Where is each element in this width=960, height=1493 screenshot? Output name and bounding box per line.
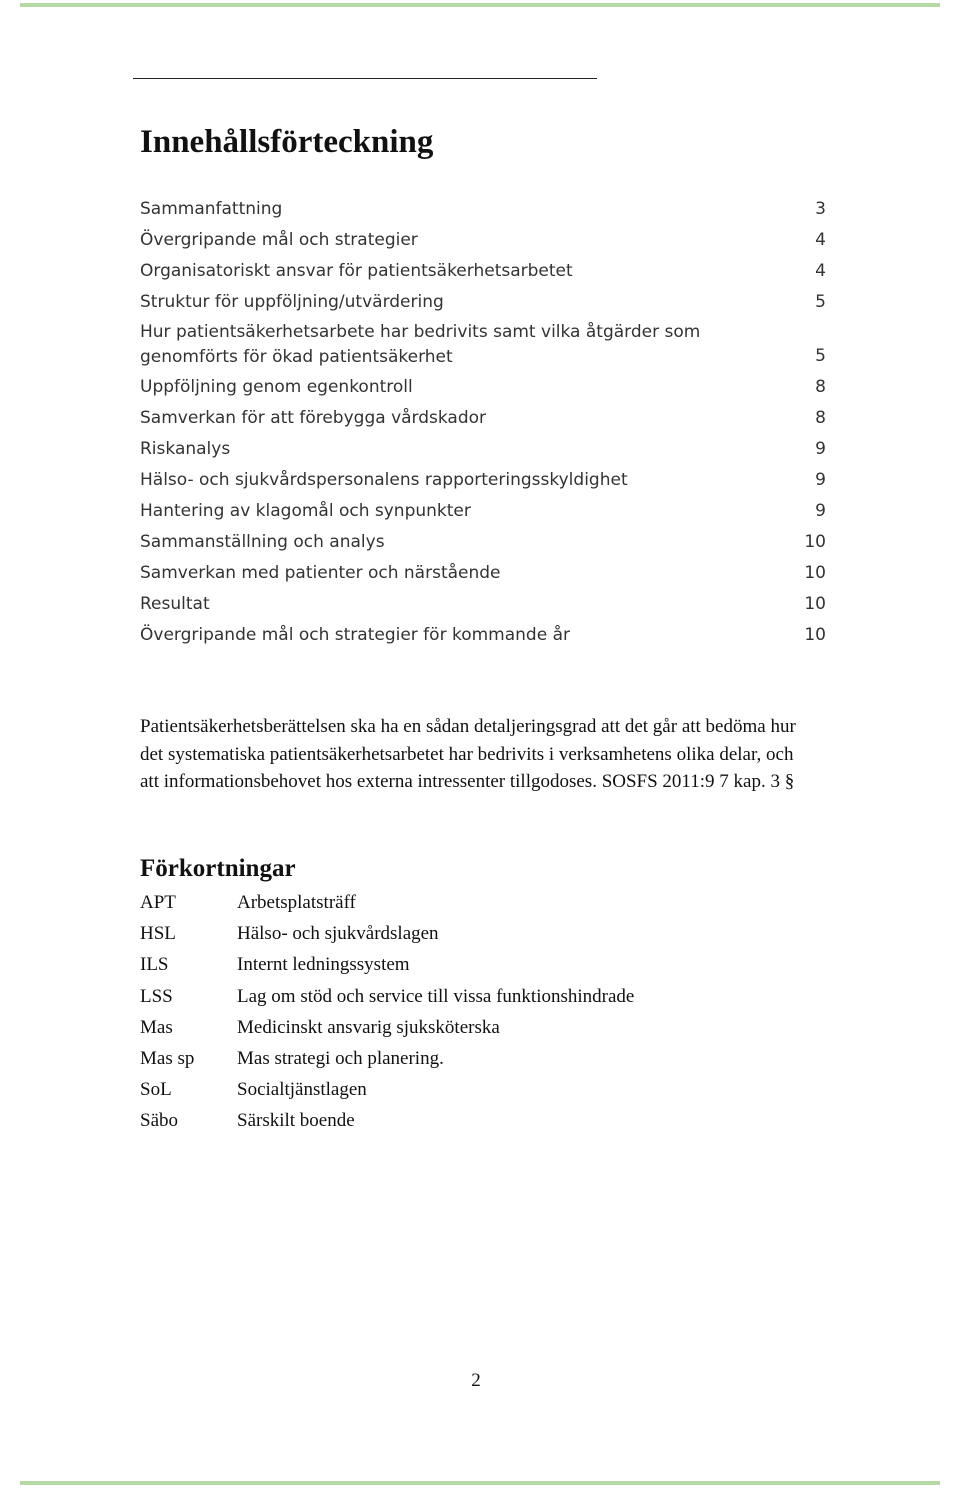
toc-entry-page: 9 — [815, 501, 826, 522]
abbreviation-meaning: Hälso- och sjukvårdslagen — [237, 923, 439, 945]
abbreviation-code: HSL — [140, 923, 176, 945]
abbreviation-row — [140, 1074, 840, 1105]
abbreviation-meaning: Socialtjänstlagen — [237, 1079, 367, 1101]
abbreviation-meaning: Arbetsplatsträff — [237, 892, 356, 913]
toc-entry-page: 4 — [815, 261, 826, 281]
toc-entry[interactable] — [140, 560, 826, 587]
toc-title: Innehållsförteckning — [140, 124, 434, 160]
abbreviation-row — [140, 887, 840, 918]
toc-entry-page: 9 — [815, 439, 826, 460]
toc-entry-label: Hur patientsäkerhetsarbete har bedrivits samt vilka åtgärder som genomförts för ökad patientsäkerhet — [140, 322, 701, 367]
abbreviation-code: ILS — [140, 954, 169, 976]
toc-entry-label: Riskanalys — [140, 439, 231, 460]
toc-entry-page: 8 — [815, 377, 826, 398]
abbreviation-code: SoL — [140, 1079, 172, 1101]
toc-list — [140, 196, 826, 653]
toc-entry[interactable] — [140, 227, 826, 254]
intro-paragraph: Patientsäkerhetsberättelsen ska ha en sådan detaljeringsgrad att det går att bedöma hur det systematiska patientsäkerhetsarbetet har bedrivits i verksamhetens olika delar, och att informationsbehovet hos externa intressenter tillgodoses. SOSFS 2011:9 7 kap. 3 § — [140, 716, 796, 792]
toc-entry-label: Samverkan med patienter och närstående — [140, 563, 501, 584]
abbreviation-row — [140, 1012, 840, 1043]
toc-entry-label: Hälso- och sjukvårdspersonalens rapporteringsskyldighet — [140, 470, 628, 491]
bottom-accent-bar — [20, 1481, 940, 1485]
abbreviation-code: LSS — [140, 985, 173, 1007]
toc-entry-label: Sammanfattning — [140, 199, 283, 219]
header-rule — [133, 78, 597, 79]
abbreviation-meaning: Lag om stöd och service till vissa funktionshindrade — [237, 985, 635, 1007]
toc-entry[interactable] — [140, 405, 826, 432]
page-number: 2 — [471, 1370, 481, 1391]
toc-entry-label: Resultat — [140, 594, 210, 615]
toc-entry-label: Uppföljning genom egenkontroll — [140, 377, 413, 398]
top-accent-bar — [20, 3, 940, 7]
toc-entry-page: 10 — [804, 625, 826, 646]
toc-entry-page: 8 — [815, 408, 826, 429]
toc-entry[interactable] — [140, 320, 826, 370]
abbreviation-row — [140, 918, 840, 949]
abbreviation-meaning: Internt ledningssystem — [237, 954, 410, 976]
abbreviation-code: APT — [140, 892, 176, 913]
abbreviations-title: Förkortningar — [140, 855, 296, 882]
toc-entry-label: Organisatoriskt ansvar för patientsäkerhetsarbetet — [140, 261, 573, 281]
toc-entry-page: 5 — [815, 346, 826, 367]
toc-entry-page: 10 — [804, 532, 826, 553]
toc-entry[interactable] — [140, 258, 826, 285]
toc-entry[interactable] — [140, 289, 826, 316]
toc-entry[interactable] — [140, 622, 826, 649]
abbreviation-code: Mas sp — [140, 1047, 195, 1069]
abbreviation-row — [140, 949, 840, 980]
abbreviation-row — [140, 1105, 840, 1136]
toc-entry[interactable] — [140, 498, 826, 525]
toc-entry-label: Struktur för uppföljning/utvärdering — [140, 292, 444, 312]
toc-entry[interactable] — [140, 374, 826, 401]
abbreviation-row — [140, 981, 840, 1012]
toc-entry-page: 9 — [815, 470, 826, 491]
toc-entry-page: 10 — [804, 594, 826, 615]
abbreviation-meaning: Mas strategi och planering. — [237, 1047, 444, 1069]
toc-entry[interactable] — [140, 591, 826, 618]
toc-entry-page: 3 — [815, 199, 826, 219]
abbreviation-code: Säbo — [140, 1110, 178, 1132]
abbreviation-meaning: Medicinskt ansvarig sjuksköterska — [237, 1016, 500, 1038]
toc-entry-label: Övergripande mål och strategier — [140, 230, 418, 250]
toc-entry-label: Sammanställning och analys — [140, 532, 385, 553]
toc-entry[interactable] — [140, 436, 826, 463]
toc-entry[interactable] — [140, 196, 826, 223]
toc-entry-page: 5 — [815, 292, 826, 312]
toc-entry[interactable] — [140, 529, 826, 556]
toc-entry-label: Samverkan för att förebygga vårdskador — [140, 408, 487, 429]
toc-entry[interactable] — [140, 467, 826, 494]
toc-entry-label: Övergripande mål och strategier för kommande år — [140, 625, 570, 646]
abbreviation-meaning: Särskilt boende — [237, 1110, 355, 1132]
toc-entry-page: 10 — [804, 563, 826, 584]
abbreviation-row — [140, 1043, 840, 1074]
abbreviation-code: Mas — [140, 1016, 173, 1038]
toc-entry-label: Hantering av klagomål och synpunkter — [140, 501, 471, 522]
toc-entry-page: 4 — [815, 230, 826, 250]
abbreviations-list — [140, 887, 840, 1137]
